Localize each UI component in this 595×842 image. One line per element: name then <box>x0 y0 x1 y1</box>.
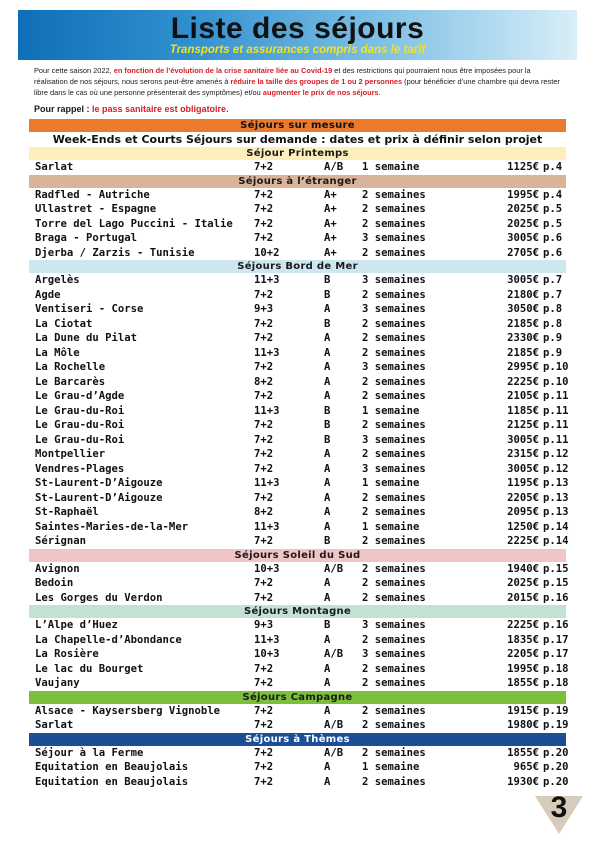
stay-page-ref: p.8 <box>543 317 563 330</box>
stay-price: 2185€ <box>507 317 539 330</box>
stay-row <box>29 217 566 232</box>
stay-category: A <box>324 677 331 689</box>
stay-price: 1915€ <box>507 704 539 717</box>
stay-row <box>29 676 569 691</box>
stay-price: 2105€ <box>507 390 539 402</box>
stay-price: 2315€ <box>507 448 539 460</box>
stay-duration: 2 semaines <box>362 662 426 675</box>
stay-category: A/B <box>324 746 344 759</box>
stay-name: Equitation en Beaujolais <box>35 775 189 788</box>
stay-page-ref: p.19 <box>543 704 569 717</box>
stay-page-ref: p.6 <box>543 232 563 244</box>
stay-name: St-Laurent-D’Aigouze <box>35 477 163 489</box>
stay-price: 2125€ <box>507 419 539 431</box>
stay-name: La Ciotat <box>35 317 93 330</box>
mesure-description: Week-Ends et Courts Séjours sur demande : dates et prix à définir selon projet <box>52 133 543 146</box>
section-mer <box>29 260 569 549</box>
stay-page-ref: p.15 <box>543 562 569 575</box>
intro-highlight-3: augmenter le prix de nos séjours <box>262 87 379 97</box>
page-title: Liste des séjours <box>170 12 425 45</box>
stay-row <box>29 375 569 390</box>
stay-price: 2705€ <box>507 246 539 259</box>
stay-page-ref: p.18 <box>543 677 569 689</box>
stay-duration: 2 semaines <box>362 448 426 460</box>
stay-duration: 2 semaines <box>362 577 426 589</box>
stay-category: A <box>324 375 331 388</box>
stay-price: 2225€ <box>507 619 539 631</box>
stay-name: Le Grau-d’Agde <box>35 390 125 402</box>
stay-duration: 2 semaines <box>362 491 426 504</box>
stay-nights: 7+2 <box>254 677 274 689</box>
stay-page-ref: p.19 <box>543 719 569 731</box>
intro-paragraph <box>34 66 562 98</box>
stay-price: 1995€ <box>507 662 539 675</box>
stay-nights: 7+2 <box>254 361 274 373</box>
stay-nights: 7+2 <box>254 232 274 244</box>
stay-name: La Dune du Pilat <box>35 332 138 344</box>
stay-price: 2025€ <box>507 577 539 589</box>
stay-category: B <box>324 619 331 631</box>
stay-row <box>29 562 569 577</box>
stay-name: Avignon <box>35 562 80 575</box>
reminder-line <box>34 104 562 115</box>
stay-duration: 2 semaines <box>362 317 426 330</box>
stay-nights: 7+2 <box>254 775 274 788</box>
stay-page-ref: p.16 <box>543 591 569 604</box>
stay-name: Le Barcarès <box>35 375 106 388</box>
stay-page-ref: p.20 <box>543 761 569 773</box>
stay-row <box>29 462 569 477</box>
stay-nights: 7+2 <box>254 662 274 675</box>
section-montagne <box>29 605 569 691</box>
stay-page-ref: p.13 <box>543 506 569 518</box>
stay-category: A <box>324 761 331 773</box>
stay-name: Sarlat <box>35 161 74 173</box>
stay-row <box>29 317 566 332</box>
stay-category: B <box>324 419 331 431</box>
stay-price: 1980€ <box>507 719 539 731</box>
stay-duration: 2 semaines <box>362 506 426 518</box>
stay-row <box>29 760 569 775</box>
section-header-campagne: Séjours Campagne <box>29 691 566 704</box>
stay-category: A <box>324 332 331 344</box>
stay-name: La Môle <box>35 346 80 359</box>
intro-highlight-2: réduire la taille des groupes de 1 ou 2 personnes <box>230 76 403 86</box>
stay-nights: 7+2 <box>254 535 274 547</box>
stay-page-ref: p.14 <box>543 535 569 547</box>
stay-name: St-Laurent-D’Aigouze <box>35 491 163 504</box>
stay-duration: 2 semaines <box>362 203 426 215</box>
stay-price: 1930€ <box>507 775 539 788</box>
stay-duration: 3 semaines <box>362 462 426 475</box>
stay-nights: 11+3 <box>254 346 280 359</box>
stay-name: Torre del Lago Puccini - Italie <box>35 217 233 230</box>
stay-row <box>29 231 566 246</box>
stay-nights: 7+2 <box>254 203 274 215</box>
stay-category: B <box>324 535 331 547</box>
intro-text-4: . <box>378 87 381 97</box>
stay-duration: 3 semaines <box>362 648 426 660</box>
stay-name: Agde <box>35 288 61 301</box>
stay-category: A <box>324 591 331 604</box>
stay-name: Braga - Portugal <box>35 232 138 244</box>
stay-price: 1835€ <box>507 633 539 646</box>
stay-nights: 11+3 <box>254 633 280 646</box>
stay-row <box>29 633 569 648</box>
stay-page-ref: p.5 <box>543 217 563 230</box>
stay-page-ref: p.16 <box>543 619 569 631</box>
section-header-soleil: Séjours Soleil du Sud <box>29 549 566 562</box>
stay-name: Séjour à la Ferme <box>35 746 144 759</box>
stay-duration: 1 semaine <box>362 477 420 489</box>
intro-text-2: et des restrictions qui pourraient nous être imposées pour la réalisation de nos séjours, nous serons peut-être amenés à <box>34 66 531 86</box>
stay-row <box>29 520 569 535</box>
stay-page-ref: p.13 <box>543 491 569 504</box>
stay-price: 1995€ <box>507 188 539 201</box>
stay-row <box>29 331 566 346</box>
stay-name: Sarlat <box>35 719 74 731</box>
stay-row <box>29 704 569 719</box>
stay-page-ref: p.12 <box>543 462 569 475</box>
stay-nights: 7+2 <box>254 332 274 344</box>
stay-page-ref: p.7 <box>543 288 563 301</box>
stay-price: 1940€ <box>507 562 539 575</box>
stay-category: B <box>324 274 331 286</box>
stay-duration: 2 semaines <box>362 633 426 646</box>
stay-page-ref: p.11 <box>543 390 569 402</box>
stay-price: 3005€ <box>507 232 539 244</box>
stay-row <box>29 188 566 203</box>
stay-category: A <box>324 390 331 402</box>
stay-page-ref: p.20 <box>543 746 569 759</box>
stay-row <box>29 360 569 375</box>
stay-nights: 11+3 <box>254 274 280 286</box>
stay-nights: 7+2 <box>254 390 274 402</box>
stay-category: B <box>324 404 331 417</box>
stay-category: A <box>324 303 331 315</box>
stay-category: A <box>324 633 331 646</box>
stay-duration: 2 semaines <box>362 591 426 604</box>
stay-row <box>29 591 569 606</box>
section-themes <box>29 733 569 790</box>
stay-nights: 7+2 <box>254 704 274 717</box>
stay-price: 2225€ <box>507 535 539 547</box>
section-header-themes: Séjours à Thèmes <box>29 733 566 746</box>
stay-row <box>29 647 569 662</box>
stay-duration: 2 semaines <box>362 535 426 547</box>
stay-row <box>29 433 569 448</box>
stay-duration: 2 semaines <box>362 677 426 689</box>
stay-price: 2095€ <box>507 506 539 518</box>
stay-page-ref: p.4 <box>543 188 563 201</box>
stay-page-ref: p.15 <box>543 577 569 589</box>
stay-category: A <box>324 491 331 504</box>
stay-page-ref: p.12 <box>543 448 569 460</box>
stay-name: Ullastret - Espagne <box>35 203 157 215</box>
stay-price: 3005€ <box>507 274 539 286</box>
stay-price: 1125€ <box>507 161 539 173</box>
stay-row <box>29 746 569 761</box>
stay-page-ref: p.11 <box>543 404 569 417</box>
stay-name: Le Grau-du-Roi <box>35 433 125 446</box>
stay-category: A+ <box>324 203 337 215</box>
stay-row <box>29 662 569 677</box>
stay-duration: 2 semaines <box>362 562 426 575</box>
stay-nights: 11+3 <box>254 520 280 533</box>
stay-page-ref: p.11 <box>543 419 569 431</box>
stay-row <box>29 534 569 549</box>
intro-text-1: Pour cette saison 2022, <box>34 66 114 75</box>
stay-nights: 10+2 <box>254 246 280 259</box>
stay-nights: 10+3 <box>254 648 280 660</box>
stay-price: 3050€ <box>507 303 539 315</box>
stay-name: Equitation en Beaujolais <box>35 761 189 773</box>
stay-category: A <box>324 506 331 518</box>
stay-duration: 1 semaine <box>362 761 420 773</box>
stay-category: A/B <box>324 161 344 173</box>
stay-price: 2180€ <box>507 288 539 301</box>
stay-category: B <box>324 288 331 301</box>
stay-row <box>29 302 566 317</box>
stay-duration: 2 semaines <box>362 288 426 301</box>
stay-page-ref: p.4 <box>543 161 563 173</box>
reminder-label: Pour rappel : <box>34 104 93 114</box>
stay-category: A+ <box>324 188 337 201</box>
stay-nights: 7+2 <box>254 577 274 589</box>
stay-category: A <box>324 775 331 788</box>
section-header-mesure: Séjours sur mesure <box>29 119 566 132</box>
stay-nights: 9+3 <box>254 619 274 631</box>
stay-page-ref: p.10 <box>543 375 569 388</box>
stay-price: 1250€ <box>507 520 539 533</box>
stay-name: Les Gorges du Verdon <box>35 591 163 604</box>
stay-row <box>29 576 569 591</box>
section-header-mer: Séjours Bord de Mer <box>29 260 566 273</box>
stay-page-ref: p.10 <box>543 361 569 373</box>
section-header-etranger: Séjours à l’étranger <box>29 175 566 188</box>
stay-row <box>29 346 566 361</box>
stay-row <box>29 718 569 733</box>
intro-highlight-1: en fonction de l’évolution de la crise sanitaire liée au Covid-19 <box>113 66 333 75</box>
stay-price: 2205€ <box>507 491 539 504</box>
stay-nights: 7+2 <box>254 161 274 173</box>
stay-duration: 2 semaines <box>362 746 426 759</box>
section-mesure <box>29 119 566 147</box>
stay-category: A/B <box>324 648 344 660</box>
stay-name: Djerba / Zarzis - Tunisie <box>35 246 195 259</box>
stay-duration: 2 semaines <box>362 719 426 731</box>
stay-price: 2330€ <box>507 332 539 344</box>
stay-duration: 3 semaines <box>362 433 426 446</box>
stay-category: A <box>324 704 331 717</box>
stay-row <box>29 273 566 288</box>
stay-row <box>29 404 569 419</box>
stay-row <box>29 160 566 175</box>
stay-category: A <box>324 662 331 675</box>
stay-price: 3005€ <box>507 433 539 446</box>
stay-row <box>29 288 566 303</box>
stay-category: A/B <box>324 562 344 575</box>
stay-nights: 7+2 <box>254 288 274 301</box>
stay-nights: 7+2 <box>254 419 274 431</box>
stay-name: La Rosière <box>35 648 99 660</box>
stay-duration: 2 semaines <box>362 704 426 717</box>
stay-category: A/B <box>324 719 344 731</box>
stay-name: Ventiseri - Corse <box>35 303 144 315</box>
stay-price: 3005€ <box>507 462 539 475</box>
stay-category: A+ <box>324 232 337 244</box>
stay-category: A <box>324 577 331 589</box>
stay-row <box>29 505 569 520</box>
stay-name: L’Alpe d’Huez <box>35 619 118 631</box>
stay-duration: 3 semaines <box>362 619 426 631</box>
stay-price: 2225€ <box>507 375 539 388</box>
stay-name: St-Raphaël <box>35 506 99 518</box>
stay-nights: 7+2 <box>254 491 274 504</box>
stay-price: 2025€ <box>507 217 539 230</box>
stay-row <box>29 202 566 217</box>
section-printemps <box>29 147 566 175</box>
stay-nights: 7+2 <box>254 448 274 460</box>
stay-row <box>29 775 569 790</box>
stay-row <box>29 618 569 633</box>
stay-row <box>29 418 569 433</box>
stay-page-ref: p.18 <box>543 662 569 675</box>
stay-category: A <box>324 346 331 359</box>
stay-nights: 7+2 <box>254 746 274 759</box>
stay-name: Vaujany <box>35 677 80 689</box>
stay-nights: 7+2 <box>254 433 274 446</box>
stay-duration: 1 semaine <box>362 404 420 417</box>
stay-duration: 2 semaines <box>362 346 426 359</box>
stay-price: 2025€ <box>507 203 539 215</box>
stay-name: Radfled - Autriche <box>35 188 150 201</box>
stay-name: Le lac du Bourget <box>35 662 144 675</box>
stay-name: Alsace - Kaysersberg Vignoble <box>35 704 220 717</box>
stay-nights: 7+2 <box>254 719 274 731</box>
stay-name: Argelès <box>35 274 80 286</box>
stay-duration: 2 semaines <box>362 375 426 388</box>
stay-duration: 2 semaines <box>362 419 426 431</box>
stay-name: La Chapelle-d’Abondance <box>35 633 182 646</box>
stays-table <box>29 119 569 789</box>
stay-nights: 9+3 <box>254 303 274 315</box>
stay-row <box>29 389 569 404</box>
stay-name: Montpellier <box>35 448 106 460</box>
stay-nights: 7+2 <box>254 217 274 230</box>
stay-name: Sérignan <box>35 535 87 547</box>
stay-row <box>29 491 569 506</box>
stay-duration: 2 semaines <box>362 246 426 259</box>
stay-category: A+ <box>324 246 337 259</box>
page-number: 3 <box>550 791 568 824</box>
stay-nights: 11+3 <box>254 404 280 417</box>
stay-duration: 2 semaines <box>362 217 426 230</box>
stay-duration: 2 semaines <box>362 332 426 344</box>
stay-page-ref: p.9 <box>543 346 563 359</box>
stay-name: Saintes-Maries-de-la-Mer <box>35 520 189 533</box>
stay-page-ref: p.5 <box>543 203 563 215</box>
stay-nights: 7+2 <box>254 188 274 201</box>
stay-duration: 3 semaines <box>362 303 426 315</box>
stay-page-ref: p.6 <box>543 246 563 259</box>
stay-row <box>29 476 569 491</box>
section-etranger <box>29 175 566 261</box>
stay-nights: 8+2 <box>254 375 274 388</box>
stay-price: 1195€ <box>507 477 539 489</box>
stay-name: La Rochelle <box>35 361 106 373</box>
stay-nights: 11+3 <box>254 477 280 489</box>
stay-category: B <box>324 317 331 330</box>
stay-name: Le Grau-du-Roi <box>35 419 125 431</box>
stay-price: 2185€ <box>507 346 539 359</box>
stay-duration: 3 semaines <box>362 361 426 373</box>
stay-duration: 3 semaines <box>362 274 426 286</box>
stay-price: 1855€ <box>507 677 539 689</box>
stay-category: A <box>324 448 331 460</box>
section-campagne <box>29 691 569 733</box>
stay-page-ref: p.17 <box>543 633 569 646</box>
stay-price: 2995€ <box>507 361 539 373</box>
stay-nights: 7+2 <box>254 462 274 475</box>
stay-category: A <box>324 361 331 373</box>
stay-page-ref: p.9 <box>543 332 563 344</box>
stay-duration: 2 semaines <box>362 775 426 788</box>
stay-duration: 3 semaines <box>362 232 426 244</box>
stay-page-ref: p.14 <box>543 520 569 533</box>
section-soleil <box>29 549 569 606</box>
stay-nights: 7+2 <box>254 761 274 773</box>
stay-duration: 2 semaines <box>362 188 426 201</box>
header-banner <box>18 10 577 60</box>
stay-page-ref: p.7 <box>543 274 563 286</box>
stay-nights: 7+2 <box>254 591 274 604</box>
stay-row <box>29 447 569 462</box>
stay-page-ref: p.11 <box>543 433 569 446</box>
stay-category: A <box>324 462 331 475</box>
stay-price: 1855€ <box>507 746 539 759</box>
reminder-text: le pass sanitaire est obligatoire. <box>92 104 229 114</box>
stay-nights: 8+2 <box>254 506 274 518</box>
stay-price: 965€ <box>513 761 539 773</box>
stay-nights: 10+3 <box>254 562 280 575</box>
stay-duration: 1 semaine <box>362 161 420 173</box>
stay-name: Bedoin <box>35 577 74 589</box>
stay-name: Le Grau-du-Roi <box>35 404 125 417</box>
stay-category: A+ <box>324 217 337 230</box>
stay-duration: 2 semaines <box>362 390 426 402</box>
stay-page-ref: p.20 <box>543 775 569 788</box>
page-subtitle: Transports et assurances compris dans le tarif <box>169 44 426 56</box>
stay-name: Vendres-Plages <box>35 462 125 475</box>
stay-page-ref: p.17 <box>543 648 569 660</box>
stay-page-ref: p.13 <box>543 477 569 489</box>
section-header-montagne: Séjours Montagne <box>29 605 566 618</box>
intro-text-3: (pour bénéficier d’une chambre qui devra rester libre dans le cas où une personne présenterait des symptômes) et/ou <box>34 76 560 97</box>
stay-category: A <box>324 477 331 489</box>
stay-price: 2205€ <box>507 648 539 660</box>
stay-nights: 7+2 <box>254 317 274 330</box>
stay-row <box>29 246 566 261</box>
section-header-printemps: Séjour Printemps <box>29 147 566 160</box>
stay-category: B <box>324 433 331 446</box>
stay-price: 1185€ <box>507 404 539 417</box>
stay-duration: 1 semaine <box>362 520 420 533</box>
stay-category: A <box>324 520 331 533</box>
stay-price: 2015€ <box>507 591 539 604</box>
stay-page-ref: p.8 <box>543 303 563 315</box>
